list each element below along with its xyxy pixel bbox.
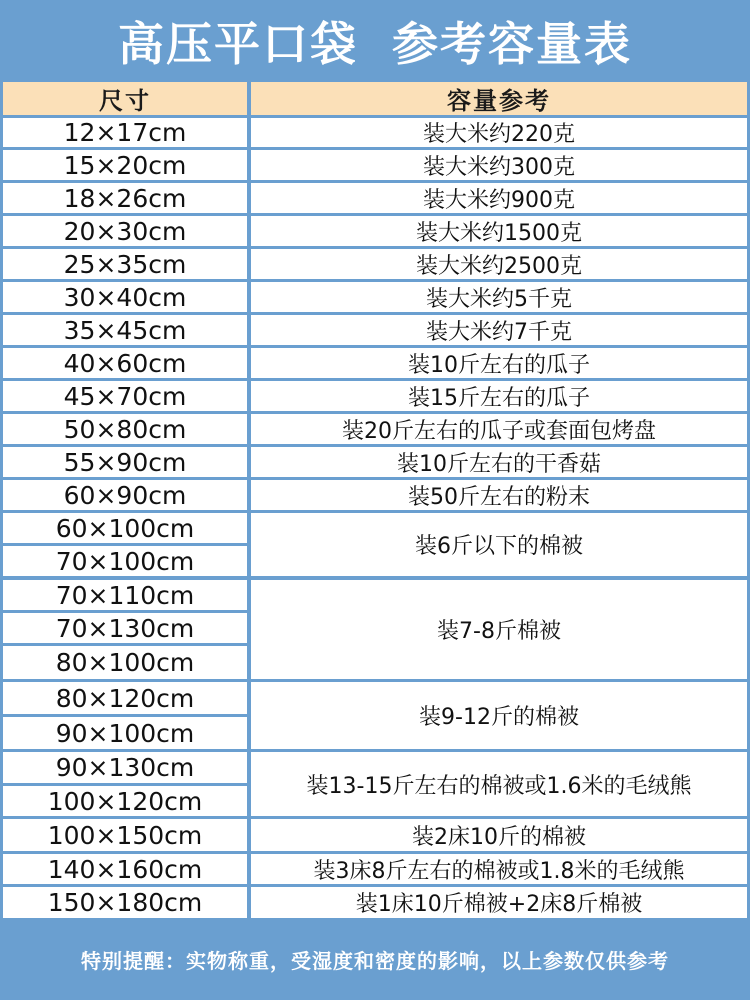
size-cell: 55×90cm (3, 447, 247, 477)
size-cell: 100×120cm (3, 786, 247, 816)
reference-cell: 装大米约300克 (251, 150, 747, 180)
size-cell: 25×35cm (3, 249, 247, 279)
reference-cell: 装大米约1500克 (251, 216, 747, 246)
size-cell: 45×70cm (3, 381, 247, 411)
size-cell: 35×45cm (3, 315, 247, 345)
page-title (0, 0, 750, 82)
reference-cell: 装2床10斤的棉被 (251, 819, 747, 851)
size-cell: 50×80cm (3, 414, 247, 444)
size-cell: 70×130cm (3, 613, 247, 643)
size-cell: 60×90cm (3, 480, 247, 510)
reference-cell: 装大米约2500克 (251, 249, 747, 279)
title-main: 高压平口袋 (118, 17, 358, 71)
size-cell: 70×110cm (3, 580, 247, 610)
reference-cell: 装10斤左右的干香菇 (251, 447, 747, 477)
size-cell: 30×40cm (3, 282, 247, 312)
size-cell: 40×60cm (3, 348, 247, 378)
footer-note: 特别提醒：实物称重，受湿度和密度的影响，以上参数仅供参考 (81, 948, 669, 973)
reference-cell: 装20斤左右的瓜子或套面包烤盘 (251, 414, 747, 444)
size-cell: 150×180cm (3, 887, 247, 918)
size-cell: 100×150cm (3, 819, 247, 851)
header-reference: 容量参考 (251, 82, 747, 115)
reference-cell: 装9-12斤的棉被 (251, 682, 747, 749)
size-cell: 90×100cm (3, 717, 247, 749)
reference-cell: 装6斤以下的棉被 (251, 513, 747, 576)
size-cell: 15×20cm (3, 150, 247, 180)
size-cell: 20×30cm (3, 216, 247, 246)
reference-cell: 装7-8斤棉被 (251, 580, 747, 679)
size-cell: 70×100cm (3, 546, 247, 576)
size-cell: 80×100cm (3, 646, 247, 679)
reference-cell: 装15斤左右的瓜子 (251, 381, 747, 411)
reference-cell: 装1床10斤棉被+2床8斤棉被 (251, 887, 747, 918)
size-cell: 80×120cm (3, 682, 247, 714)
title-sub: 参考容量表 (392, 17, 632, 71)
size-cell: 18×26cm (3, 183, 247, 213)
header-size: 尺寸 (3, 82, 247, 115)
size-cell: 60×100cm (3, 513, 247, 543)
size-cell: 140×160cm (3, 854, 247, 884)
reference-cell: 装3床8斤左右的棉被或1.8米的毛绒熊 (251, 854, 747, 884)
reference-cell: 装10斤左右的瓜子 (251, 348, 747, 378)
size-cell: 12×17cm (3, 118, 247, 147)
reference-cell: 装大米约5千克 (251, 282, 747, 312)
reference-cell: 装大米约7千克 (251, 315, 747, 345)
capacity-table (3, 82, 747, 918)
reference-cell: 装13-15斤左右的棉被或1.6米的毛绒熊 (251, 752, 747, 816)
size-cell: 90×130cm (3, 752, 247, 783)
reference-cell: 装50斤左右的粉末 (251, 480, 747, 510)
reference-cell: 装大米约220克 (251, 118, 747, 147)
reference-cell: 装大米约900克 (251, 183, 747, 213)
